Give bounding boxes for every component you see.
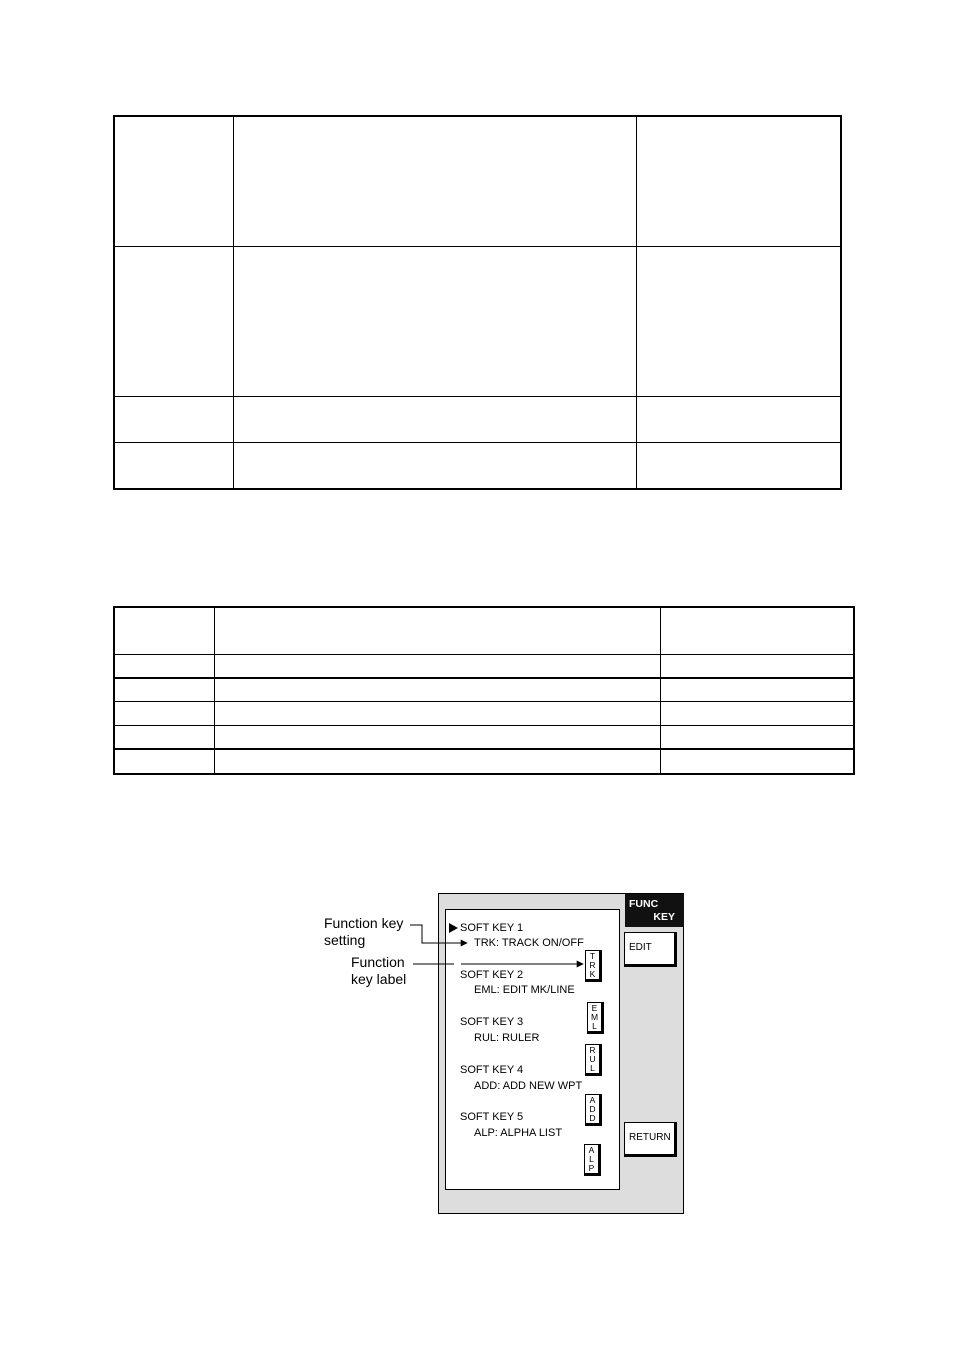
edit-button[interactable]: EDIT	[624, 932, 677, 967]
soft-key-4-heading[interactable]: SOFT KEY 4	[460, 1064, 524, 1076]
screen-title-line1: FUNC	[629, 898, 659, 910]
key-label-rul: R U L	[585, 1044, 602, 1076]
soft-key-3-heading[interactable]: SOFT KEY 3	[460, 1016, 524, 1028]
key-label-add: A D D	[585, 1094, 602, 1126]
callout-label-line2: key label	[351, 971, 407, 987]
screen-title-line2: KEY	[653, 911, 675, 923]
soft-key-3-setting[interactable]: RUL: RULER	[474, 1032, 540, 1044]
soft-key-1-setting[interactable]: TRK: TRACK ON/OFF	[474, 937, 584, 949]
soft-key-2-heading[interactable]: SOFT KEY 2	[460, 969, 524, 981]
key-label-alp: A L P	[584, 1144, 601, 1176]
callout-setting-line1: Function key	[324, 915, 404, 931]
key-label-trk: T R K	[585, 950, 602, 982]
soft-key-5-setting[interactable]: ALP: ALPHA LIST	[474, 1127, 563, 1139]
setting-leader-arrow	[410, 925, 467, 943]
return-button[interactable]: RETURN	[624, 1122, 677, 1157]
soft-key-1-heading[interactable]: SOFT KEY 1	[460, 922, 524, 934]
soft-key-4-setting[interactable]: ADD: ADD NEW WPT	[474, 1080, 583, 1092]
key-label-eml: E M L	[587, 1002, 604, 1034]
callout-label-line1: Function	[351, 954, 405, 970]
setting-arrow-knockout	[454, 960, 461, 968]
soft-key-5-heading[interactable]: SOFT KEY 5	[460, 1111, 524, 1123]
soft-key-2-setting[interactable]: EML: EDIT MK/LINE	[474, 984, 575, 996]
callout-setting-line2: setting	[324, 932, 366, 948]
